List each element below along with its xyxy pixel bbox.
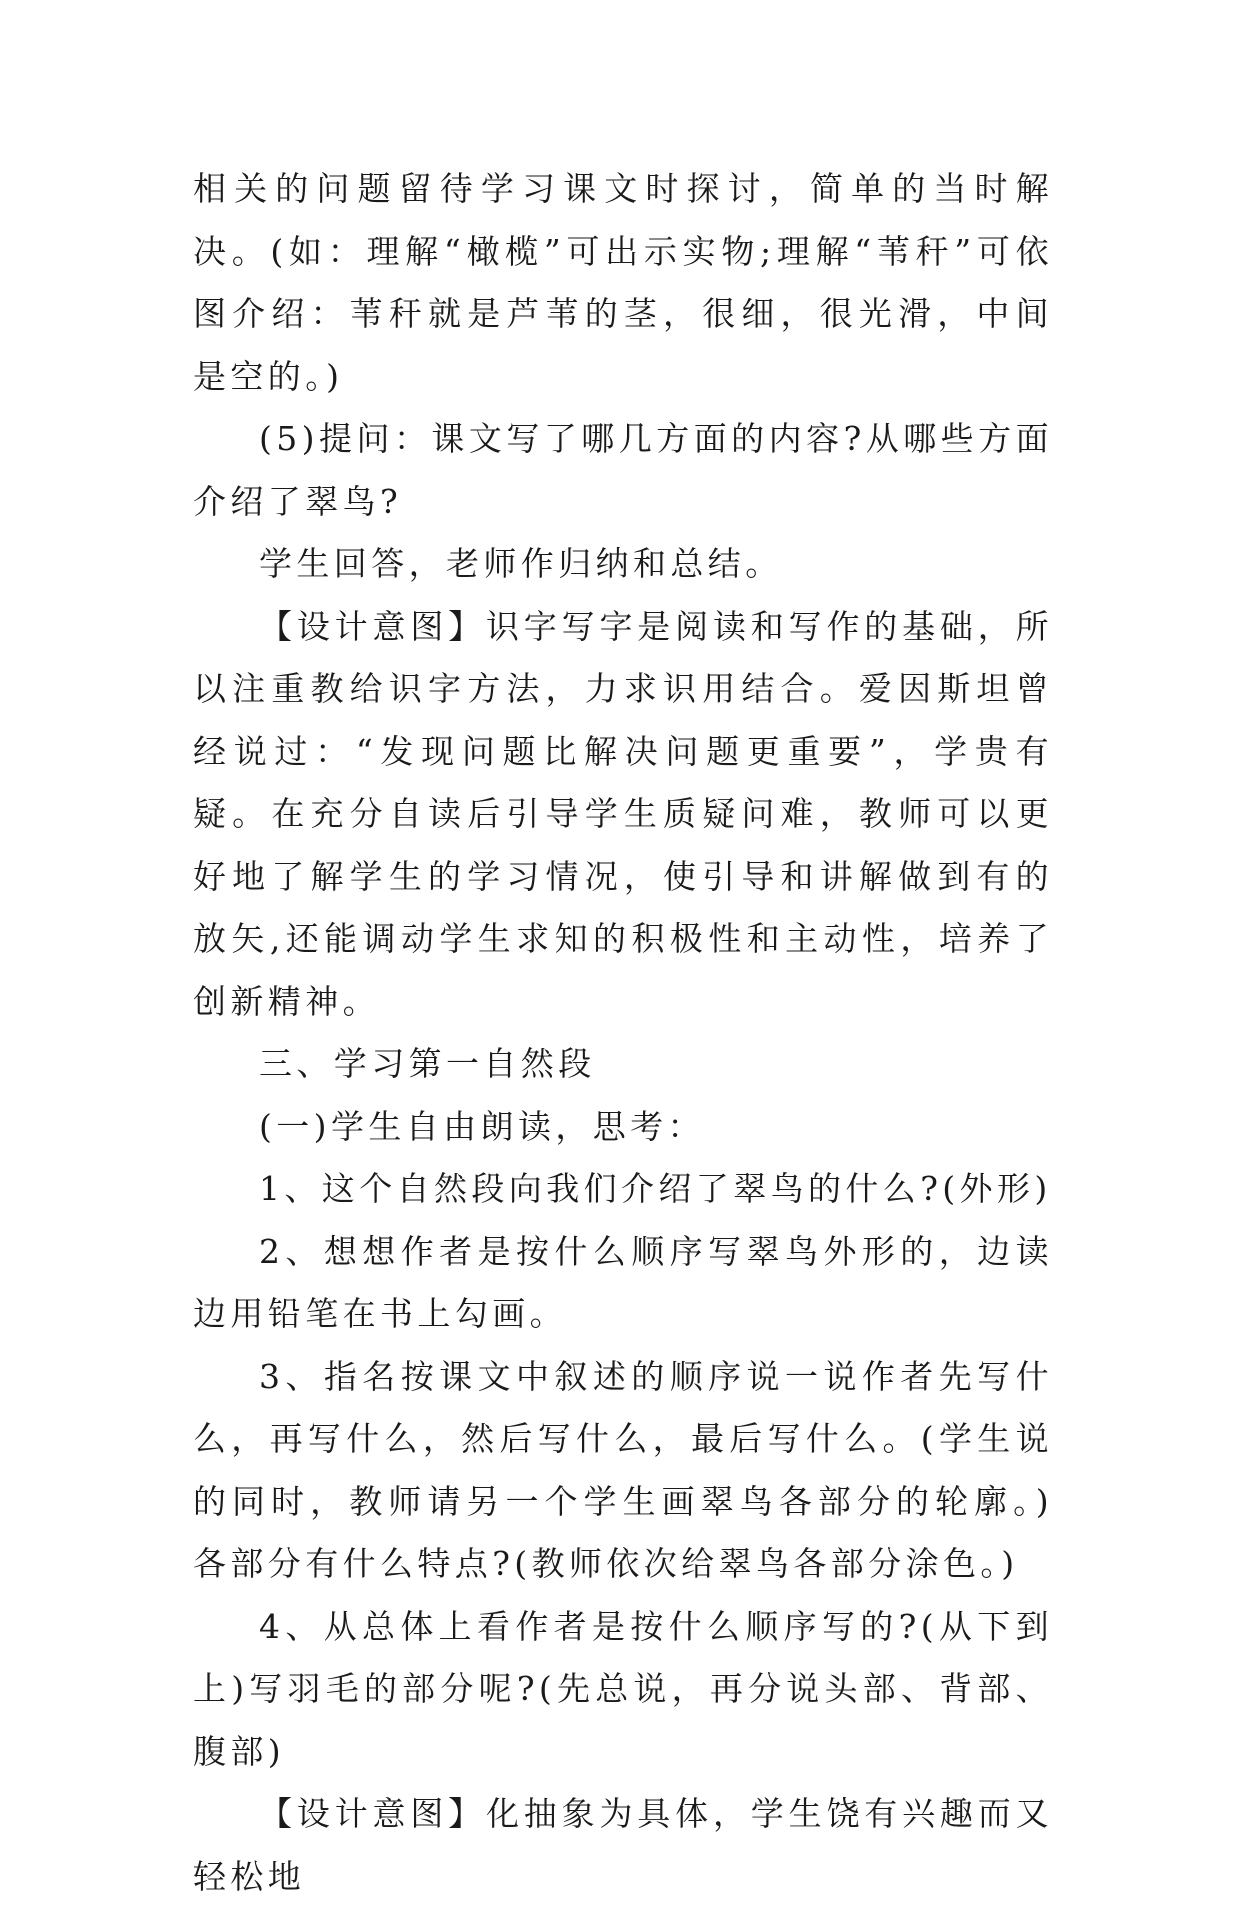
section-heading-3: 三、学习第一自然段 xyxy=(259,1044,596,1083)
paragraph-design-intent-1: 【设计意图】识字写字是阅读和写作的基础，所以注重教给识字方法，力求识用结合。爱因斯坦曾经说过：“发现问题比解决问题更重要”，学贵有疑。在充分自读后引导学生质疑问难，教师可以更好地了解学生的学习情况，使引导和讲解做到有的放矢,还能调动学生求知的积极性和主动性，培养了创新精神。 xyxy=(193,606,1053,1021)
document-body xyxy=(193,158,1053,1908)
list-item-3: 3、指名按课文中叙述的顺序说一说作者先写什么，再写什么，然后写什么，最后写什么。(学生说的同时，教师请另一个学生画翠鸟各部分的轮廓。)各部分有什么特点?(教师依次给翠鸟各部分涂色。) xyxy=(193,1356,1053,1583)
paragraph-question-5: (5)提问：课文写了哪几方面的内容?从哪些方面介绍了翠鸟? xyxy=(193,419,1053,521)
subsection-heading-1: (一)学生自由朗读，思考： xyxy=(259,1106,705,1146)
paragraph-continued: 相关的问题留待学习课文时探讨，简单的当时解决。(如：理解“橄榄”可出示实物;理解“苇秆”可依图介绍：苇秆就是芦苇的茎，很细，很光滑，中间是空的。) xyxy=(193,169,1053,396)
list-item-2: 2、想想作者是按什么顺序写翠鸟外形的，边读边用铅笔在书上勾画。 xyxy=(193,1231,1053,1333)
list-item-1: 1、这个自然段向我们介绍了翠鸟的什么?(外形) xyxy=(259,1169,1052,1208)
paragraph-design-intent-2: 【设计意图】化抽象为具体，学生饶有兴趣而又轻松地 xyxy=(193,1794,1053,1896)
list-item-4: 4、从总体上看作者是按什么顺序写的?(从下到上)写羽毛的部分呢?(先总说，再分说头部、背部、腹部) xyxy=(193,1606,1053,1771)
paragraph-student-answer: 学生回答，老师作归纳和总结。 xyxy=(259,544,783,583)
